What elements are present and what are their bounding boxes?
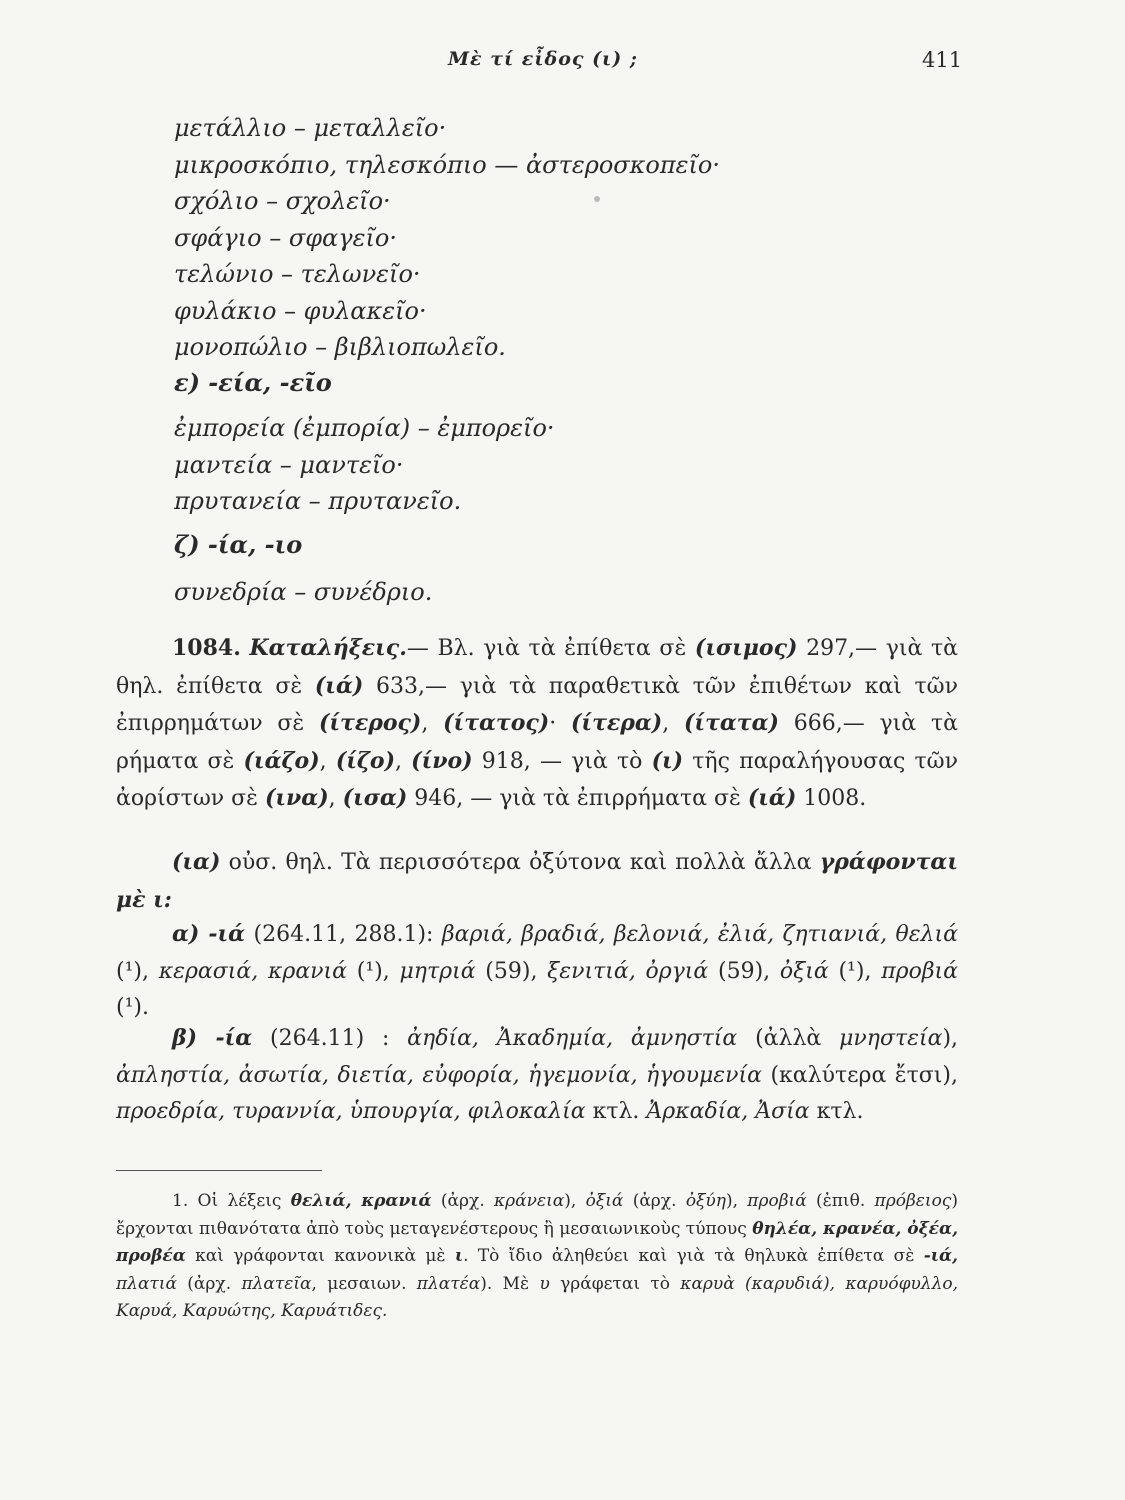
list-item: φυλάκιο – φυλακεῖο· (174, 296, 427, 325)
text-run: , (328, 786, 343, 811)
example-words: πλατιά (116, 1273, 177, 1294)
text-run: (ἀρχ. (176, 1273, 242, 1294)
print-speck (594, 196, 600, 202)
emphasis: γράφονται μὲ ι: (116, 849, 958, 913)
example-words: βαριά, βραδιά, βελονιά, ἐλιά, ζητιανιά, θελιά (441, 922, 958, 947)
text-run: , (662, 711, 685, 736)
text-run: 946, — γιὰ τὰ ἐπιρρήματα σὲ (407, 786, 748, 811)
footnote (116, 1188, 958, 1326)
list-item: μετάλλιο – μεταλλεῖο· (174, 114, 447, 142)
text-run: 1. Οἱ λέξεις (172, 1191, 291, 1211)
suffix-term: (ιάζο) (243, 747, 320, 774)
paragraph-1084 (116, 630, 958, 818)
text-run: , μεσαιων. (311, 1273, 417, 1294)
section-e-list (174, 410, 555, 520)
suffix-term: -ιά, (923, 1246, 958, 1266)
text-run: ). Μὲ (480, 1273, 540, 1294)
section-number: 1084. (172, 635, 241, 661)
section-z-heading: ζ) -ία, -ιο (174, 530, 303, 559)
footnote-rule (116, 1170, 322, 1171)
word-list-top (174, 110, 720, 366)
text-run: , (394, 748, 412, 774)
example-words: πλατέα (416, 1273, 481, 1294)
example-words: Ἀρκαδία, Ἀσία (646, 1099, 810, 1124)
suffix-term: (ινα) (264, 785, 329, 811)
suffix-term: (ισιμος) (694, 635, 798, 661)
text-run: (264.11, 288.1): (245, 922, 442, 947)
text-run: ), (725, 1191, 748, 1211)
suffix-term: (ιά) (314, 672, 364, 699)
text-run: ), (942, 1026, 959, 1051)
example-words: κερασιά, κρανιά (158, 958, 348, 984)
text-run: (ἀρχ. (623, 1191, 686, 1211)
suffix-term: (ίτατα) (684, 710, 779, 736)
example-words: ὀξιά (779, 958, 829, 984)
section-e-heading: ε) -εία, -εῖο (174, 368, 332, 397)
text-run: ) ἔρχονται πιθανότατα ἀπὸ τοὺς μεταγενέστερους ἢ μεσαιωνικοὺς τύπους (116, 1191, 958, 1239)
text-run: γράφεται τὸ (549, 1273, 681, 1294)
running-title: Μὲ τί εἶδος (ι) ; (448, 48, 638, 70)
text-run: 918, — γιὰ τὸ (472, 748, 652, 774)
example-words: μνηστεία (839, 1026, 943, 1051)
text-run: — Βλ. γιὰ τὰ ἐπίθετα σὲ (406, 636, 695, 661)
example-words: προβιά (747, 1191, 807, 1211)
suffix-term: (ίζο) (335, 747, 395, 774)
text-run: (59), (475, 958, 548, 984)
text-run: 666,— γιὰ τὰ ρήματα σὲ (116, 711, 958, 774)
text-run: , (421, 711, 444, 736)
text-run: 633,— γιὰ τὰ παραθετικὰ τῶν ἐπιθέτων καὶ τῶν ἐπιρρημάτων σὲ (116, 673, 958, 736)
text-run: 297,— γιὰ τὰ θηλ. ἐπίθετα σὲ (116, 636, 959, 699)
text-run: (ἀρχ. (431, 1191, 495, 1211)
suffix-term: (ια) (172, 849, 221, 875)
suffix-term: ι (454, 1246, 464, 1266)
list-item: μονοπώλιο – βιβλιοπωλεῖο. (174, 333, 506, 361)
list-item: σχόλιο – σχολεῖο· (174, 187, 391, 215)
suffix-term: α) -ιά (172, 921, 246, 947)
text-run: (¹), (116, 958, 159, 984)
example-words: πλατεῖα (241, 1273, 312, 1294)
suffix-term: β) -ία (172, 1025, 253, 1051)
list-item: ἐμπορεία (ἐμπορία) – ἐμπορεῖο· (174, 414, 555, 442)
example-words: ἀηδία, Ἀκαδημία, ἀμνηστία (407, 1026, 738, 1051)
section-z-list (174, 574, 432, 611)
text-run: (¹), (828, 958, 882, 984)
text-run: · (549, 711, 572, 736)
example-words: ξενιτιά, ὀργιά (547, 958, 709, 984)
suffix-term: (ίτερος) (319, 710, 422, 736)
example-words: προβιά (881, 958, 959, 984)
running-header (0, 44, 1125, 78)
text-run: , (319, 748, 336, 774)
list-item: μικροσκόπιο, τηλεσκόπιο — ἀστεροσκοπεῖο· (174, 150, 720, 179)
text-run: (ἐπιθ. (806, 1191, 875, 1211)
text-run: (¹), (347, 958, 400, 984)
example-words: πρόβειος (874, 1191, 952, 1211)
example-words: κράνεια (494, 1191, 565, 1211)
text-run: (59), (708, 958, 780, 984)
section-title: Καταλήξεις. (249, 635, 407, 661)
list-item: συνεδρία – συνέδριο. (174, 578, 433, 606)
suffix-term: (ίτατος) (443, 710, 550, 736)
text-run: (ἀλλὰ (737, 1026, 840, 1051)
example-words: ὀξιά (585, 1191, 624, 1211)
example-words: ἀπληστία, ἀσωτία, διετία, εὐφορία, ἡγεμονία, ἡγουμενία (116, 1062, 762, 1088)
text-run: (καλύτερα ἔτσι), (761, 1062, 958, 1088)
paragraph-beta (116, 1020, 958, 1131)
text-run: οὐσ. θηλ. Τὰ περισσότερα ὀξύτονα καὶ πολλὰ ἄλλα (220, 850, 820, 875)
list-item: μαντεία – μαντεῖο· (174, 450, 404, 479)
text-run: . Τὸ ἴδιο ἀληθεύει καὶ γιὰ τὰ θηλυκὰ ἐπίθετα σὲ (463, 1246, 924, 1266)
text-run: 1008. (796, 786, 867, 811)
paragraph-ia (116, 844, 958, 919)
suffix-term: (ιά) (747, 785, 797, 811)
example-words: θελιά, κρανιά (290, 1191, 432, 1211)
suffix-term: (ίτερα) (571, 710, 663, 736)
suffix-term: (ίνο) (411, 747, 473, 774)
text-run: (264.11) : (252, 1026, 408, 1051)
suffix-term: (ι) (651, 747, 684, 774)
text-run: ), (564, 1191, 586, 1211)
text-run: κτλ. (809, 1099, 864, 1124)
example-words: ὀξύη (685, 1191, 726, 1211)
page-number: 411 (922, 48, 963, 72)
list-item: τελώνιο – τελωνεῖο· (174, 260, 421, 288)
text-run: κτλ. (585, 1099, 647, 1124)
list-item: πρυτανεία – πρυτανεῖο. (174, 487, 462, 515)
text-run: καὶ γράφονται κανονικὰ μὲ (185, 1246, 455, 1266)
list-item: σφάγιο – σφαγεῖο· (174, 223, 397, 252)
suffix-term: (ισα) (342, 785, 408, 811)
example-words: υ (539, 1273, 550, 1294)
example-words: μητριά (399, 958, 476, 984)
example-words: θηλέα, κρανέα, ὀξέα, προβέα (116, 1218, 959, 1266)
text-run: (¹). (116, 995, 149, 1020)
example-words: καρυὰ (καρυδιά), καρυόφυλλο, Καρυά, Καρυώτης, Καρυάτιδες. (116, 1273, 958, 1321)
text-run: τῆς παραλήγουσας τῶν ἀορίστων σὲ (116, 748, 958, 811)
example-words: προεδρία, τυραννία, ὑπουργία, φιλοκαλία (116, 1099, 586, 1124)
paragraph-alpha (116, 916, 958, 1027)
